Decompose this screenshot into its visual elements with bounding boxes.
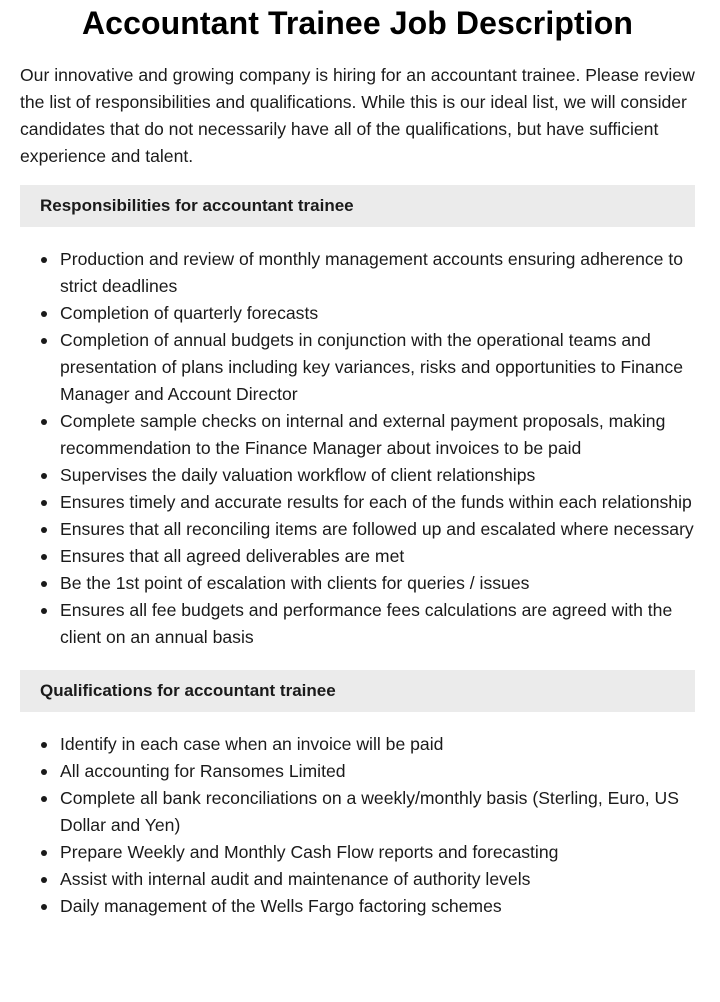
- list-item: Ensures all fee budgets and performance fees calculations are agreed with the client on an annual basis: [60, 597, 695, 651]
- list-item: Production and review of monthly management accounts ensuring adherence to strict deadlines: [60, 246, 695, 300]
- qualifications-heading: Qualifications for accountant trainee: [20, 670, 695, 712]
- list-item: Ensures that all reconciling items are followed up and escalated where necessary: [60, 516, 695, 543]
- list-item: Prepare Weekly and Monthly Cash Flow reports and forecasting: [60, 839, 695, 866]
- responsibilities-list: [20, 246, 695, 651]
- list-item: Supervises the daily valuation workflow of client relationships: [60, 462, 695, 489]
- page-title: Accountant Trainee Job Description: [81, 5, 634, 41]
- list-item: Daily management of the Wells Fargo factoring schemes: [60, 893, 695, 920]
- list-item: All accounting for Ransomes Limited: [60, 758, 695, 785]
- list-item: Identify in each case when an invoice will be paid: [60, 731, 695, 758]
- list-item: Complete all bank reconciliations on a weekly/monthly basis (Sterling, Euro, US Dollar and Yen): [60, 785, 695, 839]
- intro-paragraph: Our innovative and growing company is hiring for an accountant trainee. Please review the list of responsibilities and qualifications. While this is our ideal list, we will consider candidates that do not necessarily have all of the qualifications, but have sufficient experience and talent.: [20, 65, 695, 166]
- list-item: Completion of annual budgets in conjunction with the operational teams and presentation of plans including key variances, risks and opportunities to Finance Manager and Account Director: [60, 327, 695, 408]
- list-item: Be the 1st point of escalation with clients for queries / issues: [60, 570, 695, 597]
- list-item: Assist with internal audit and maintenance of authority levels: [60, 866, 695, 893]
- list-item: Complete sample checks on internal and external payment proposals, making recommendation to the Finance Manager about invoices to be paid: [60, 408, 695, 462]
- list-item: Ensures that all agreed deliverables are met: [60, 543, 695, 570]
- list-item: Ensures timely and accurate results for each of the funds within each relationship: [60, 489, 695, 516]
- responsibilities-heading: Responsibilities for accountant trainee: [20, 185, 695, 227]
- list-item: Completion of quarterly forecasts: [60, 300, 695, 327]
- qualifications-list: [20, 731, 695, 920]
